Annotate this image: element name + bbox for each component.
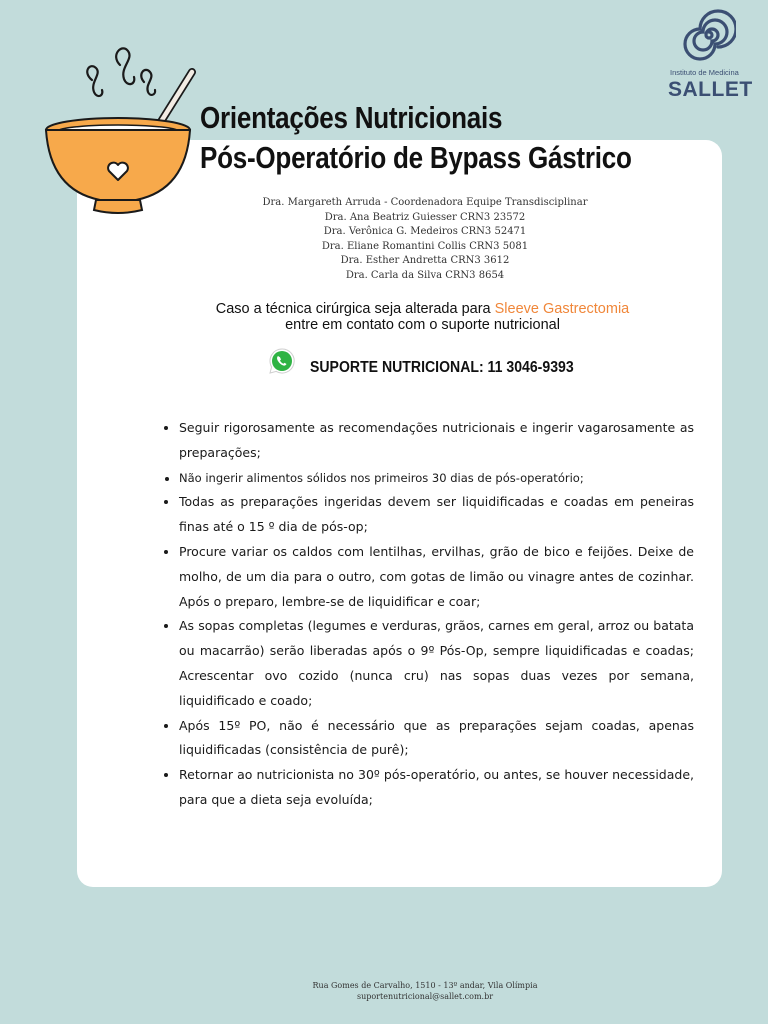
soup-bowl-icon xyxy=(40,40,205,220)
list-item: • Não ingerir alimentos sólidos nos primeiros 30 dias de pós-operatório; xyxy=(179,466,694,491)
list-item: • Após 15º PO, não é necessário que as preparações sejam coadas, apenas liquidificadas (consistência de purê); xyxy=(179,714,694,764)
authors-list xyxy=(200,196,650,283)
footer-email[interactable]: suportenutricional@sallet.com.br xyxy=(356,992,494,1001)
surgery-change-notice xyxy=(160,301,685,333)
notice-highlight: Sleeve Gastrectomia xyxy=(494,301,630,317)
notice-line-2: entre em contato com o suporte nutricional xyxy=(285,317,560,333)
footer-address: Rua Gomes de Carvalho, 1510 - 13º andar, Vila Olímpia xyxy=(312,981,538,990)
brand-name: SALLET xyxy=(668,78,753,101)
list-item: • Seguir rigorosamente as recomendações nutricionais e ingerir vagarosamente as preparações; xyxy=(179,416,694,466)
whatsapp-icon xyxy=(268,347,296,375)
support-phone-label: SUPORTE NUTRICIONAL: 11 3046-9393 xyxy=(310,359,574,376)
footer xyxy=(200,980,650,1002)
author-name: Dra. Margareth Arruda - Coordenadora Equipe Transdisciplinar xyxy=(262,197,588,208)
list-item: • Todas as preparações ingeridas devem ser liquidificadas e coadas em peneiras finas até o 15 º dia de pós-op; xyxy=(179,490,694,540)
notice-text: Caso a técnica cirúrgica seja alterada para xyxy=(215,301,495,317)
author-name: Dra. Ana Beatriz Guiesser CRN3 23572 xyxy=(324,211,526,223)
guidelines-list xyxy=(162,416,694,813)
list-item: • Procure variar os caldos com lentilhas, ervilhas, grão de bico e feijões. Deixe de molho, de um dia para o outro, com gotas de limão ou vinagre antes de cozinhar. Após o preparo, lembre-se de liquidificar e coar; xyxy=(179,540,694,614)
title-line-2: Pós-Operatório de Bypass Gástrico xyxy=(200,140,632,175)
list-item: • As sopas completas (legumes e verduras, grãos, carnes em geral, arroz ou batata ou macarrão) serão liberadas após o 9º Pós-Op, sempre liquidificadas e coadas; Acrescentar ovo cozido (nunca cru) nas sopas duas vezes por semana, liquidificado e coado; xyxy=(179,614,694,713)
author-name: Dra. Esther Andretta CRN3 3612 xyxy=(340,255,510,266)
author-name: Dra. Verônica G. Medeiros CRN3 52471 xyxy=(323,226,527,237)
author-name: Dra. Carla da Silva CRN3 8654 xyxy=(345,269,505,281)
author-name: Dra. Eliane Romantini Collis CRN3 5081 xyxy=(321,240,529,252)
institute-label: Instituto de Medicina xyxy=(670,68,739,77)
sallet-logo xyxy=(668,8,758,101)
support-contact xyxy=(268,348,610,378)
page-title xyxy=(200,98,632,178)
spiral-logo-icon xyxy=(682,8,736,62)
list-item: • Retornar ao nutricionista no 30º pós-operatório, ou antes, se houver necessidade, para que a dieta seja evoluída; xyxy=(179,763,694,813)
title-line-1: Orientações Nutricionais xyxy=(200,100,503,135)
